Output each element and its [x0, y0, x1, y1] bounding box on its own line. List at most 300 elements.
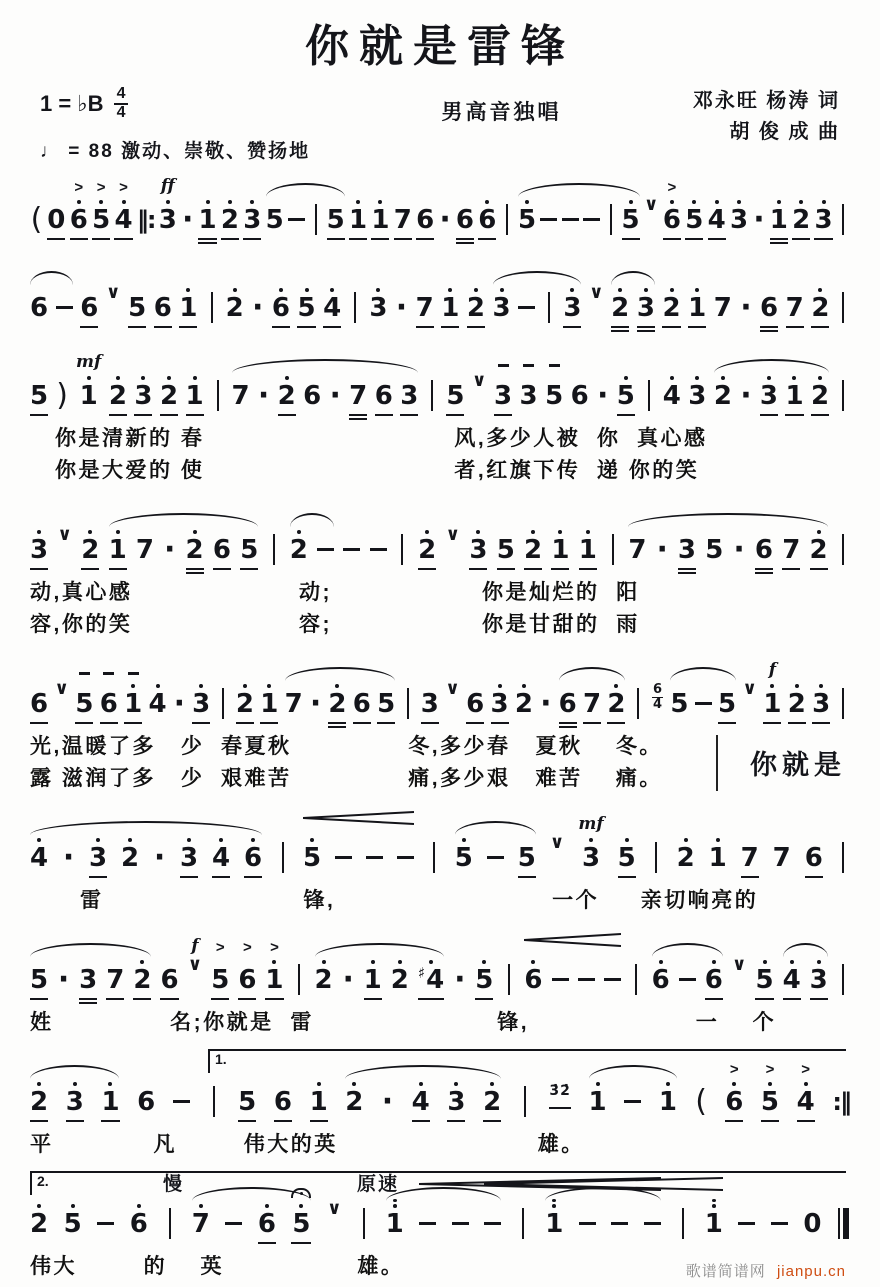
barline — [630, 939, 643, 1005]
barline — [211, 355, 224, 421]
duration-dot: · — [740, 289, 752, 325]
note: 1 — [709, 817, 727, 883]
note: 2 — [788, 663, 806, 729]
note: 4 — [148, 663, 166, 729]
composer: 胡 俊 成 曲 — [729, 121, 840, 143]
music-line — [30, 927, 850, 1005]
note: 7 — [135, 534, 154, 565]
note: 5 — [622, 179, 640, 245]
note: 5 — [497, 509, 515, 575]
note: 7 — [583, 663, 601, 729]
note: 3 — [563, 267, 581, 333]
note: 5 — [705, 534, 724, 565]
note: 3 — [810, 939, 828, 1005]
parenthesis: ( — [695, 1083, 707, 1119]
note: 2 — [467, 267, 485, 333]
note: 5 — [327, 179, 345, 245]
note: 7 — [772, 842, 791, 873]
note: 6 — [160, 939, 178, 1005]
note: 6 — [258, 1183, 276, 1249]
note: 7 — [782, 509, 800, 575]
system-7 — [0, 927, 880, 1039]
note: 1 — [371, 179, 389, 245]
note: 1 — [101, 1061, 119, 1127]
note: 6 — [805, 817, 823, 883]
note: 6 — [456, 179, 474, 245]
duration-dot: · — [309, 685, 322, 721]
barline — [837, 663, 850, 729]
note: 1 — [179, 267, 197, 333]
note: 2 — [611, 267, 629, 333]
duration-dot: · — [173, 685, 186, 721]
note: 2 — [186, 509, 204, 575]
note: 3 — [520, 355, 538, 421]
note: 3 — [180, 817, 198, 883]
music-line — [30, 343, 850, 421]
note: 7 — [394, 179, 412, 245]
note: 1 — [310, 1061, 328, 1127]
note: 2 — [391, 939, 409, 1005]
time-signature — [114, 86, 129, 122]
note: 5 — [475, 939, 493, 1005]
note: 5 — [265, 204, 284, 235]
note: 6 — [760, 267, 778, 333]
note: 5 — [755, 939, 773, 1005]
music-line — [30, 255, 850, 333]
note: 5 — [618, 817, 636, 883]
barline — [205, 267, 218, 333]
note: 2 — [236, 663, 254, 729]
breath-mark: ∨ — [54, 677, 70, 699]
note: 4 — [212, 817, 230, 883]
duration-dot: · — [454, 961, 466, 997]
note: 3 — [760, 355, 778, 421]
breath-mark: f ∨ — [187, 935, 203, 975]
note: 1 — [349, 179, 367, 245]
note: 5 — [30, 939, 48, 1005]
note: 3 — [494, 355, 512, 421]
note: 3 — [688, 355, 706, 421]
tempo-expression: 激动、崇敬、赞扬地 — [121, 140, 311, 162]
duration-dot: · — [57, 961, 70, 997]
note: 5 — [718, 663, 736, 729]
note: 2 — [109, 355, 127, 421]
dash — [370, 509, 387, 575]
note: 2 — [133, 939, 151, 1005]
note: 3 — [30, 509, 48, 575]
note: f 1 — [763, 663, 781, 729]
note: 3 — [421, 663, 439, 729]
note: > 5 — [211, 939, 229, 1005]
duration-dot: · — [329, 377, 341, 413]
watermark — [686, 1260, 846, 1281]
volta-bracket: 1. — [208, 1049, 846, 1073]
note: 3 — [243, 179, 261, 245]
note: 5 — [238, 1061, 256, 1127]
system-4 — [0, 497, 880, 641]
note: 7 — [416, 267, 434, 333]
lyrics-block — [30, 885, 850, 917]
note: 1 — [551, 509, 569, 575]
barline — [837, 939, 850, 1005]
note: 2 — [677, 817, 695, 883]
music-line — [30, 1171, 850, 1249]
barline — [837, 817, 850, 883]
system-8 — [0, 1049, 880, 1161]
song-title: 你就是雷锋 — [305, 22, 575, 71]
note: 1 — [364, 939, 382, 1005]
barline — [632, 663, 645, 729]
credits — [693, 86, 840, 148]
note: 6 — [524, 939, 542, 1005]
barline — [293, 939, 306, 1005]
lyrics-block — [30, 1129, 850, 1161]
note: 2 — [811, 355, 829, 421]
note: 5 — [291, 1183, 311, 1249]
note: 1 — [688, 267, 706, 333]
note: 7 — [628, 534, 647, 565]
dash — [343, 509, 360, 575]
lyric-line: 姓 名;你就是 雷 锋, 一 个 — [30, 1010, 777, 1034]
note: 3 — [66, 1061, 84, 1127]
breath-mark: ∨ — [731, 953, 747, 975]
lyric-side-text: 你就是 — [750, 749, 846, 780]
note: 0 — [803, 1208, 822, 1239]
slur — [109, 513, 258, 527]
barline — [268, 509, 281, 575]
dash — [366, 817, 383, 883]
note: 2 — [811, 267, 829, 333]
breath-mark: ∨ — [471, 369, 487, 391]
lyrics-block — [30, 731, 850, 795]
duration-dot: · — [381, 1083, 394, 1119]
duration-dot: · — [439, 201, 451, 237]
duration-dot: · — [740, 377, 752, 413]
note: 5 — [64, 1183, 82, 1249]
note: 1 — [545, 1183, 563, 1249]
note: 6 — [705, 939, 723, 1005]
note: 3 — [192, 663, 210, 729]
dash — [604, 939, 621, 1005]
voice-type: 男高音独唱 — [441, 101, 562, 124]
note: 2 — [483, 1061, 501, 1127]
barline — [501, 179, 514, 245]
note: 2 — [524, 509, 542, 575]
note: 3 — [637, 267, 655, 333]
note: 3 — [79, 939, 97, 1005]
note: 6 — [154, 267, 172, 333]
crescendo-hairpin — [303, 811, 414, 825]
divider-line — [716, 735, 718, 791]
key-tempo-block — [40, 86, 310, 163]
lyric-line: 动,真心感 动; 你是灿烂的 阳 — [30, 580, 640, 604]
system-1 — [0, 167, 880, 245]
note: > 6 — [725, 1061, 743, 1127]
score — [0, 167, 880, 1283]
note: 1 — [186, 355, 204, 421]
note: 1 — [109, 509, 127, 575]
note: 6 — [130, 1183, 148, 1249]
note: 2 — [792, 179, 810, 245]
note: 1 — [386, 1183, 404, 1249]
duration-dot: · — [62, 839, 75, 875]
note: 3 — [491, 663, 509, 729]
note: 3 — [469, 509, 487, 575]
note: 4 — [323, 267, 341, 333]
note: 6 — [303, 380, 322, 411]
music-line — [30, 1049, 850, 1127]
note: 7 — [349, 355, 367, 421]
note: 2 — [607, 663, 625, 729]
note: 6 — [274, 1061, 292, 1127]
duration-dot: · — [342, 961, 354, 997]
barline — [837, 179, 850, 245]
note: 1 — [770, 179, 788, 245]
lyric-line: 平 凡 伟大的英 雄。 — [30, 1132, 585, 1156]
note: 2 — [810, 509, 828, 575]
note: 5 — [297, 267, 315, 333]
note: 2 — [418, 509, 436, 575]
lyric-line: 露 滋润了多 少 艰难苦 痛,多少艰 难苦 痛。 — [30, 766, 663, 790]
dash — [335, 817, 352, 883]
note: 6 — [755, 509, 773, 575]
duration-dot: · — [395, 289, 408, 325]
duration-dot: · — [252, 289, 264, 325]
barline — [426, 355, 439, 421]
barline — [837, 267, 850, 333]
note: ff 3 — [158, 175, 177, 235]
note: 3 — [447, 1061, 465, 1127]
note: 7 — [106, 939, 124, 1005]
time-signature: 6 4 — [653, 682, 663, 713]
dash — [173, 1061, 190, 1127]
lyrics-block — [30, 423, 850, 487]
key-signature — [40, 86, 310, 122]
barline — [217, 663, 230, 729]
note: 1 — [705, 1183, 723, 1249]
note: 1 — [260, 663, 278, 729]
lyrics-block — [30, 577, 850, 641]
breath-mark: ∨ — [57, 523, 72, 545]
duration-dot: · — [153, 839, 166, 875]
music-line — [30, 651, 850, 729]
lyrics-block — [30, 1007, 850, 1039]
crescendo-hairpin — [484, 1177, 723, 1191]
duration-dot: · — [733, 531, 745, 567]
duration-dot: · — [656, 531, 668, 567]
lyricist: 邓永旺 杨涛 词 — [692, 90, 840, 112]
note: 3 — [814, 179, 832, 245]
lyric-line: 容,你的笑 容; 你是甘甜的 雨 — [30, 612, 640, 636]
note: 2 — [345, 1061, 363, 1127]
barline — [402, 663, 415, 729]
volta-bracket: 2. — [30, 1171, 846, 1195]
duration-dot: · — [597, 377, 609, 413]
barline — [837, 355, 850, 421]
note: mf 3 — [578, 813, 604, 873]
note: 5 — [446, 355, 464, 421]
watermark-site: 歌谱简谱网 — [685, 1263, 766, 1280]
system-5 — [0, 651, 880, 795]
note: 7 — [284, 688, 303, 719]
note: ♯ 4 — [418, 939, 444, 1005]
note: 2 — [315, 939, 333, 1005]
note: 7 — [713, 292, 732, 323]
note: > 4 — [797, 1061, 815, 1127]
note: > 6 — [663, 179, 681, 245]
note: 1 — [659, 1061, 677, 1127]
note: 5 — [377, 663, 395, 729]
breath-mark: ∨ — [588, 281, 604, 303]
watermark-url: jianpu.cn — [776, 1263, 846, 1280]
tempo-marking — [40, 136, 310, 163]
breath-mark: ∨ — [105, 281, 121, 303]
note: 3 — [730, 179, 748, 245]
note: 6 — [244, 817, 262, 883]
note: 5 — [455, 817, 473, 883]
barline — [428, 817, 441, 883]
breath-mark: ∨ — [643, 193, 659, 215]
barline — [276, 817, 289, 883]
note: 2 — [30, 1183, 48, 1249]
lyric-line: 你是清新的 春 风,多少人被 你 真心感 — [30, 426, 708, 450]
note: 2 — [278, 355, 296, 421]
note: 6 — [80, 267, 98, 333]
note: 6 — [30, 292, 49, 323]
note: > 5 — [761, 1061, 779, 1127]
note: 5 — [685, 179, 703, 245]
note: 4 — [30, 817, 48, 883]
barline — [642, 355, 655, 421]
note: 4 — [412, 1061, 430, 1127]
duration-dot: · — [540, 685, 552, 721]
note: 6 — [137, 1086, 156, 1117]
note: 3 — [678, 509, 696, 575]
note: 2 — [160, 355, 178, 421]
note: 6 — [466, 663, 484, 729]
note: 1 — [785, 355, 803, 421]
music-line — [30, 167, 850, 245]
note: 6 — [272, 267, 290, 333]
breath-mark: ∨ — [445, 677, 460, 699]
note: 1 — [124, 663, 142, 729]
note: > 5 — [92, 179, 110, 245]
note: 3 — [812, 663, 830, 729]
note: 1 — [589, 1061, 607, 1127]
note: 6 — [570, 380, 589, 411]
note: 5 — [75, 663, 93, 729]
note: 7 — [231, 380, 250, 411]
note: 6 — [652, 939, 670, 1005]
duration-dot: · — [164, 531, 176, 567]
note: 2 — [714, 355, 732, 421]
note: 2 — [30, 1061, 48, 1127]
dash — [552, 939, 569, 1005]
barline — [349, 267, 362, 333]
note: 6 — [416, 179, 434, 245]
note: 2 — [515, 663, 533, 729]
note: 3 — [493, 267, 511, 333]
crescendo-hairpin — [524, 933, 621, 947]
note: 1 — [579, 509, 597, 575]
breath-mark: ∨ — [742, 677, 758, 699]
note: 5 — [240, 509, 258, 575]
meter-denominator: 4 — [116, 103, 126, 121]
system-3 — [0, 343, 880, 487]
note: 1 — [441, 267, 459, 333]
score-meta — [40, 86, 840, 163]
note: 6 — [100, 663, 118, 729]
barline — [502, 939, 515, 1005]
note: 7 — [192, 1183, 210, 1249]
repeat-end-barline: :‖ — [832, 1087, 850, 1116]
note: 2 — [226, 267, 244, 333]
note: 3 — [369, 267, 387, 333]
dash — [397, 817, 414, 883]
note: > 1 — [265, 939, 283, 1005]
note: 2 — [81, 509, 99, 575]
note: 5 — [303, 817, 321, 883]
note: 2 — [662, 267, 680, 333]
duration-dot: · — [257, 377, 270, 413]
note: > 6 — [238, 939, 256, 1005]
barline — [837, 509, 850, 575]
note: 5 — [30, 355, 48, 421]
breath-mark: ∨ — [445, 523, 461, 545]
key-text: 1 = ♭B — [40, 90, 104, 116]
breath-mark: ∨ — [326, 1197, 342, 1219]
tempo-text: 原速 — [357, 1173, 400, 1195]
system-6 — [0, 805, 880, 917]
note: 2 — [328, 663, 346, 729]
note: 4 — [708, 179, 726, 245]
note: 6 — [213, 509, 231, 575]
note: > 6 — [70, 179, 88, 245]
note: 4 — [783, 939, 801, 1005]
note: > 4 — [114, 179, 132, 245]
note: 3 — [400, 355, 418, 421]
parenthesis: ) — [56, 377, 68, 413]
meter-numerator: 4 — [114, 86, 129, 105]
repeat-start-barline: ‖: — [136, 205, 155, 234]
tempo-text: 慢 — [163, 1173, 185, 1195]
barline — [606, 509, 619, 575]
lyric-line: 你是大爱的 使 者,红旗下传 递 你的笑 — [30, 458, 700, 482]
note: 7 — [741, 817, 759, 883]
duration-dot: · — [181, 201, 194, 237]
lyric-line: 雷 锋, 一个 亲切响亮的 — [30, 888, 759, 912]
note: 3 — [134, 355, 152, 421]
note: 5 — [545, 355, 563, 421]
note: 6 — [478, 179, 496, 245]
note: 2 — [221, 179, 239, 245]
lyric-line: 光,温暖了多 少 春夏秋 冬,多少春 夏秋 冬。 — [30, 734, 663, 758]
note: 6 — [559, 663, 577, 729]
note: 6 — [30, 663, 48, 729]
note: 6 — [375, 355, 393, 421]
note: 5 — [518, 179, 536, 245]
note: 4 — [663, 355, 681, 421]
music-line — [30, 805, 850, 883]
note: 5 — [128, 267, 146, 333]
music-line — [30, 497, 850, 575]
note: 0 — [47, 179, 65, 245]
note: 5 — [518, 817, 536, 883]
note: 3 — [89, 817, 107, 883]
grace-notes: 3̇2̇ — [549, 1061, 570, 1127]
sharp-icon: ♯ — [417, 963, 426, 982]
barline — [650, 817, 663, 883]
